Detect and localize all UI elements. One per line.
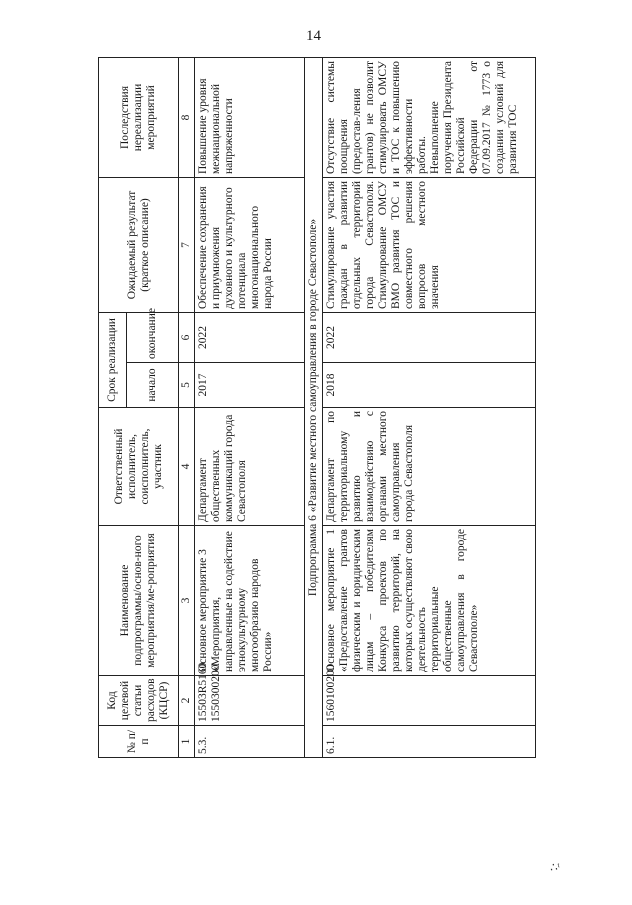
col-number: 7 [179,178,195,313]
header-result: Ожидаемый результат (краткое описание) [99,178,179,313]
row-start: 2017 [195,363,305,408]
col-number: 8 [179,58,195,178]
col-number: 5 [179,363,195,408]
row-consequence: Повышение уровня межнациональной напряженности [195,58,305,178]
handwritten-mark: ∴ᵗ [549,859,561,875]
header-period: Срок реализации [99,313,127,408]
row-executor: Департамент общественных коммуникаций города Севастополя [195,408,305,526]
header-code: Код целевой статьи расходов (КЦСР) [99,676,179,726]
col-number: 4 [179,408,195,526]
row-consequence: Отсутствие системы поощрения (предостав-ления грантов) не позволит стимулировать ОМСУ и ТОС к повышению эффективности работы. Невыполнение поручения Президента Российской Федерации от 07.09.2017 № 1773 о создании условий для развития ТОС [323,58,536,178]
row-name: Основное мероприятие 3 «Мероприятия, направленные на содействие этнокультурному многообразию народов России» [195,526,305,676]
column-numbers-row [179,58,195,758]
col-number: 3 [179,526,195,676]
row-num: 6.1. [323,726,536,758]
row-executor: Департамент по территориальному развитию и взаимодействию с органами местного самоуправления города Севастополя [323,408,536,526]
header-num: № п/п [99,726,179,758]
table-row [323,58,536,758]
rotated-table-container [98,58,536,758]
col-number: 1 [179,726,195,758]
header-start: начало [127,363,179,408]
header-end: окончание [127,313,179,363]
row-num: 5.3. [195,726,305,758]
row-code: 1560100200 [323,676,536,726]
row-end: 2022 [323,313,536,363]
header-consequence: Последствия нереализации мероприятий [99,58,179,178]
col-number: 6 [179,313,195,363]
page-number: 14 [306,28,321,44]
row-code: 15503R5160 1550300200 [195,676,305,726]
col-number: 2 [179,676,195,726]
header-executor: Ответственный исполнитель, соисполнитель, участник [99,408,179,526]
row-end: 2022 [195,313,305,363]
header-name: Наименование подпрограммы/основ-ного мероприятия/ме-роприятия [99,526,179,676]
row-result: Обеспечение сохранения и приумножения духовного и культурного потенциала многонационального народа России [195,178,305,313]
row-start: 2018 [323,363,536,408]
row-name: Основное мероприятие 1 «Предоставление грантов физическим и юридическим лицам – победителям Конкурса проектов по развитию территорий, на которых осуществляют свою деятельность территориальные общественные самоуправления в городе Севастополе» [323,526,536,676]
subprogram-row [305,58,323,758]
table-row [195,58,305,758]
subprogram-title: Подпрограмма 6 «Развитие местного самоуправления в городе Севастополе» [305,58,323,758]
row-result: Стимулирование участия граждан в развитии отдельных территорий города Севастополя. Стимулирование ОМСУ ВМО развития ТОС и совместного решения вопросов местного значения [323,178,536,313]
measures-table [98,57,536,758]
